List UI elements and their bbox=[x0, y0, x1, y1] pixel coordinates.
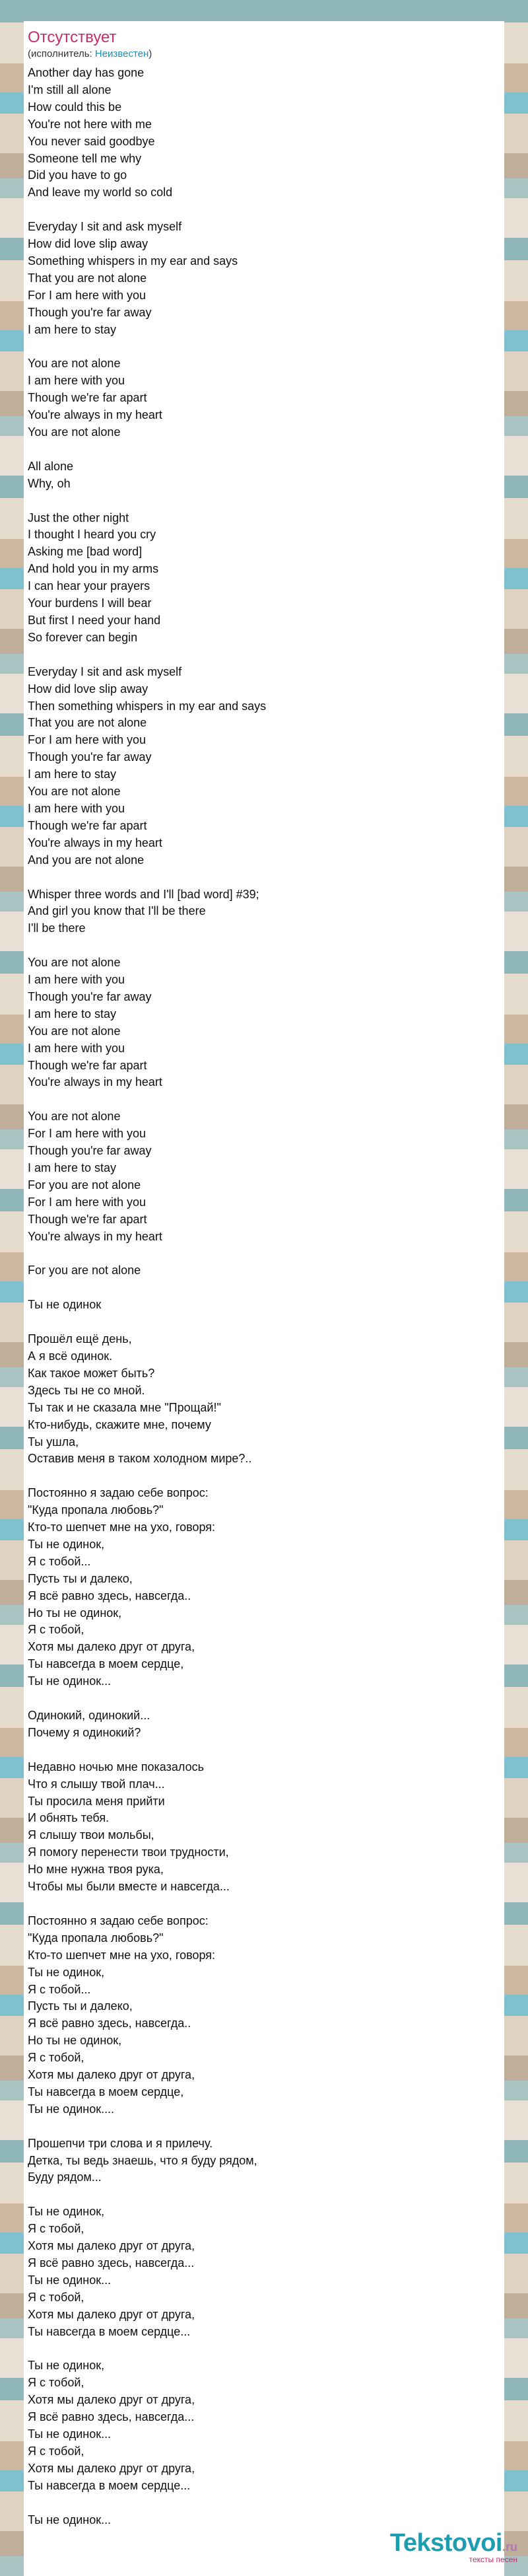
lyric-line: Прошепчи три слова и я прилечу. bbox=[28, 2136, 213, 2150]
lyric-line: You are not alone bbox=[28, 1024, 121, 1038]
stanza-break bbox=[28, 2495, 504, 2512]
lyric-line: Кто-то шепчет мне на ухо, говоря: bbox=[28, 1521, 216, 1534]
lyric-line: Я всё равно здесь, навсегда.. bbox=[28, 1589, 191, 1602]
lyric-line: For I am here with you bbox=[28, 1195, 147, 1209]
lyric-line: Пусть ты и далеко, bbox=[28, 1999, 133, 2013]
logo-suffix: .ru bbox=[502, 2540, 517, 2554]
lyric-line: Хотя мы далеко друг от друга, bbox=[28, 2307, 195, 2321]
lyric-line: You're always in my heart bbox=[28, 1229, 162, 1243]
lyric-line: I'll be there bbox=[28, 921, 86, 935]
site-logo[interactable] bbox=[390, 2530, 517, 2564]
lyric-line: Though we're far apart bbox=[28, 1058, 147, 1072]
lyric-line: Ты не одинок, bbox=[28, 2205, 105, 2219]
lyric-line: You are not alone bbox=[28, 785, 121, 799]
lyric-line: Я всё равно здесь, навсегда.. bbox=[28, 2017, 191, 2030]
lyric-line: Я с тобой, bbox=[28, 2051, 84, 2065]
lyric-line: Я всё равно здесь, навсегда... bbox=[28, 2410, 195, 2424]
lyric-line: I am here to stay bbox=[28, 1007, 117, 1020]
stanza-break bbox=[28, 869, 504, 886]
stanza-break bbox=[28, 1246, 504, 1263]
logo-tagline: тексты песен bbox=[469, 2555, 517, 2564]
lyric-line: Though we're far apart bbox=[28, 818, 147, 832]
lyric-line: You are not alone bbox=[28, 1110, 121, 1124]
lyric-line: И обнять тебя. bbox=[28, 1811, 110, 1825]
lyric-line: You are not alone bbox=[28, 357, 121, 371]
lyric-line: Ты не одинок, bbox=[28, 1537, 105, 1551]
lyric-line: You are not alone bbox=[28, 425, 121, 439]
lyric-line: For I am here with you bbox=[28, 733, 147, 747]
stanza-break bbox=[28, 647, 504, 664]
stanza-break bbox=[28, 1091, 504, 1108]
lyric-line: For you are not alone bbox=[28, 1178, 141, 1192]
lyric-line: I'm still all alone bbox=[28, 83, 112, 96]
lyric-line: Did you have to go bbox=[28, 168, 127, 182]
lyric-line: I am here with you bbox=[28, 801, 125, 815]
lyric-line: Ты навсегда в моем сердце... bbox=[28, 2478, 191, 2492]
lyric-line: How did love slip away bbox=[28, 682, 148, 696]
lyric-line: Кто-то шепчет мне на ухо, говоря: bbox=[28, 1948, 216, 1962]
lyric-line: Everyday I sit and ask myself bbox=[28, 220, 182, 234]
stanza-break bbox=[28, 339, 504, 356]
lyric-line: For I am here with you bbox=[28, 1127, 147, 1141]
lyric-line: Хотя мы далеко друг от друга, bbox=[28, 2239, 195, 2253]
lyric-line: You're always in my heart bbox=[28, 1075, 162, 1089]
lyric-line: Детка, ты ведь знаешь, что я буду рядом, bbox=[28, 2153, 257, 2167]
lyric-line: Недавно ночью мне показалось bbox=[28, 1760, 204, 1773]
lyric-line: Ты не одинок... bbox=[28, 2273, 112, 2287]
lyric-line: For you are not alone bbox=[28, 1264, 141, 1277]
stanza-break bbox=[28, 1742, 504, 1759]
stanza-break bbox=[28, 2118, 504, 2135]
lyric-line: Ты не одинок bbox=[28, 1298, 102, 1312]
lyric-line: How could this be bbox=[28, 100, 122, 114]
lyric-line: Though we're far apart bbox=[28, 391, 147, 405]
lyric-line: Your burdens I will bear bbox=[28, 596, 152, 610]
lyric-line: Как такое может быть? bbox=[28, 1366, 155, 1380]
lyric-line: Я помогу перенести твои трудности, bbox=[28, 1845, 229, 1859]
lyric-line: Буду рядом... bbox=[28, 2170, 102, 2184]
stanza-break bbox=[28, 201, 504, 219]
lyric-line: Я слышу твои мольбы, bbox=[28, 1828, 154, 1842]
lyric-line: Хотя мы далеко друг от друга, bbox=[28, 2461, 195, 2475]
lyric-line: Though you're far away bbox=[28, 305, 152, 319]
lyric-line: Why, oh bbox=[28, 476, 71, 490]
lyric-line: How did love slip away bbox=[28, 237, 148, 251]
lyric-line: You're not here with me bbox=[28, 117, 152, 131]
lyric-line: Хотя мы далеко друг от друга, bbox=[28, 2393, 195, 2407]
lyric-line: Ты не одинок.... bbox=[28, 2102, 115, 2116]
lyric-line: Но ты не одинок, bbox=[28, 2034, 122, 2048]
lyric-line: Ты не одинок... bbox=[28, 2427, 112, 2441]
lyric-line: Someone tell me why bbox=[28, 151, 142, 165]
lyric-line: Я с тобой, bbox=[28, 2376, 84, 2390]
lyric-line: Ты навсегда в моем сердце... bbox=[28, 2324, 191, 2338]
lyric-line: Ты не одинок... bbox=[28, 1674, 112, 1688]
lyric-line: Хотя мы далеко друг от друга, bbox=[28, 1640, 195, 1654]
lyric-line: But first I need your hand bbox=[28, 614, 161, 627]
performer-line bbox=[28, 48, 504, 61]
lyric-line: For I am here with you bbox=[28, 288, 147, 302]
lyric-line: I am here with you bbox=[28, 973, 125, 987]
lyric-line: Я с тобой... bbox=[28, 1982, 91, 1996]
lyric-line: Постоянно я задаю себе вопрос: bbox=[28, 1486, 209, 1500]
logo-name: Tekstovoi bbox=[389, 2529, 502, 2557]
lyric-line: А я всё одинок. bbox=[28, 1349, 113, 1363]
lyric-line: "Куда пропала любовь?" bbox=[28, 1931, 164, 1945]
performer-link[interactable]: Неизвестен bbox=[94, 48, 149, 59]
lyric-line: Кто-нибудь, скажите мне, почему bbox=[28, 1417, 211, 1431]
stanza-break bbox=[28, 1896, 504, 1913]
stanza-break bbox=[28, 493, 504, 510]
lyric-line: I am here to stay bbox=[28, 322, 117, 336]
lyric-line: Оставив меня в таком холодном мире?.. bbox=[28, 1452, 252, 1466]
lyrics-text bbox=[28, 65, 504, 2529]
lyric-line: Something whispers in my ear and says bbox=[28, 254, 238, 268]
stanza-break bbox=[28, 2341, 504, 2358]
lyric-line: And leave my world so cold bbox=[28, 186, 173, 199]
lyric-line: "Куда пропала любовь?" bbox=[28, 1503, 164, 1517]
stanza-break bbox=[28, 441, 504, 458]
lyric-line: I am here with you bbox=[28, 374, 125, 388]
lyric-line: That you are not alone bbox=[28, 271, 147, 285]
lyric-line: And girl you know that I'll be there bbox=[28, 904, 206, 918]
lyric-line: Ты не одинок, bbox=[28, 1965, 105, 1979]
lyric-line: Я с тобой... bbox=[28, 1554, 91, 1568]
performer-prefix: (исполнитель: bbox=[28, 48, 95, 59]
lyric-line: Ты так и не сказала мне "Прощай!" bbox=[28, 1400, 221, 1414]
lyric-line: Ты ушла, bbox=[28, 1435, 79, 1449]
lyric-line: Whisper three words and I'll [bad word] #39; bbox=[28, 887, 259, 901]
lyric-line: Another day has gone bbox=[28, 66, 145, 79]
lyric-line: Ты просила меня прийти bbox=[28, 1794, 165, 1808]
stanza-break bbox=[28, 1314, 504, 1331]
lyric-line: Just the other night bbox=[28, 511, 129, 524]
stanza-break bbox=[28, 1468, 504, 1485]
lyric-line: All alone bbox=[28, 459, 74, 473]
lyric-line: Я с тобой, bbox=[28, 1623, 84, 1637]
lyric-line: I am here with you bbox=[28, 1041, 125, 1055]
lyric-line: Но мне нужна твоя рука, bbox=[28, 1863, 164, 1877]
lyric-line: Though you're far away bbox=[28, 1144, 152, 1158]
lyric-line: Постоянно я задаю себе вопрос: bbox=[28, 1914, 209, 1927]
lyric-line: I thought I heard you cry bbox=[28, 528, 156, 542]
lyric-line: Then something whispers in my ear and says bbox=[28, 699, 267, 713]
lyric-line: I am here to stay bbox=[28, 1161, 117, 1174]
lyric-line: I can hear your prayers bbox=[28, 579, 150, 593]
lyric-line: Я с тобой, bbox=[28, 2290, 84, 2304]
song-title: Отсутствует bbox=[28, 28, 117, 46]
lyric-line: Чтобы мы были вместе и навсегда... bbox=[28, 1880, 230, 1894]
lyric-line: You're always in my heart bbox=[28, 408, 162, 422]
stanza-break bbox=[28, 1279, 504, 1297]
lyric-line: Ты навсегда в моем сердце, bbox=[28, 2085, 184, 2098]
lyric-line: Ты навсегда в моем сердце, bbox=[28, 1657, 184, 1671]
lyric-line: Asking me [bad word] bbox=[28, 545, 143, 559]
lyric-line: Прошёл ещё день, bbox=[28, 1332, 132, 1346]
lyric-line: You are not alone bbox=[28, 956, 121, 970]
lyric-line: Я с тобой, bbox=[28, 2222, 84, 2236]
lyric-line: And hold you in my arms bbox=[28, 562, 159, 576]
lyric-line: Хотя мы далеко друг от друга, bbox=[28, 2068, 195, 2082]
lyric-line: Но ты не одинок, bbox=[28, 1606, 122, 1620]
lyric-line: Что я слышу твой плач... bbox=[28, 1777, 165, 1791]
lyric-line: I am here to stay bbox=[28, 768, 117, 781]
lyric-line: Though we're far apart bbox=[28, 1212, 147, 1226]
stanza-break bbox=[28, 2186, 504, 2203]
lyric-line: You're always in my heart bbox=[28, 836, 162, 849]
lyric-line: That you are not alone bbox=[28, 716, 147, 730]
lyric-line: Здесь ты не со мной. bbox=[28, 1383, 145, 1397]
lyric-line: Everyday I sit and ask myself bbox=[28, 664, 182, 678]
lyric-line: Одинокий, одинокий... bbox=[28, 1709, 150, 1722]
lyric-line: Пусть ты и далеко, bbox=[28, 1571, 133, 1585]
lyric-line: Ты не одинок... bbox=[28, 2513, 112, 2526]
lyric-line: You never said goodbye bbox=[28, 134, 155, 148]
lyric-line: So forever can begin bbox=[28, 630, 138, 644]
lyric-line: Ты не одинок, bbox=[28, 2359, 105, 2373]
stanza-break bbox=[28, 937, 504, 954]
lyric-line: Though you're far away bbox=[28, 989, 152, 1003]
performer-suffix: ) bbox=[148, 48, 152, 59]
lyrics-panel bbox=[24, 21, 504, 2576]
lyric-line: Я с тобой, bbox=[28, 2444, 84, 2458]
lyric-line: Я всё равно здесь, навсегда... bbox=[28, 2256, 195, 2270]
lyric-line: And you are not alone bbox=[28, 853, 145, 867]
lyric-line: Though you're far away bbox=[28, 750, 152, 764]
stanza-break bbox=[28, 1690, 504, 1707]
lyric-line: Почему я одинокий? bbox=[28, 1725, 141, 1739]
